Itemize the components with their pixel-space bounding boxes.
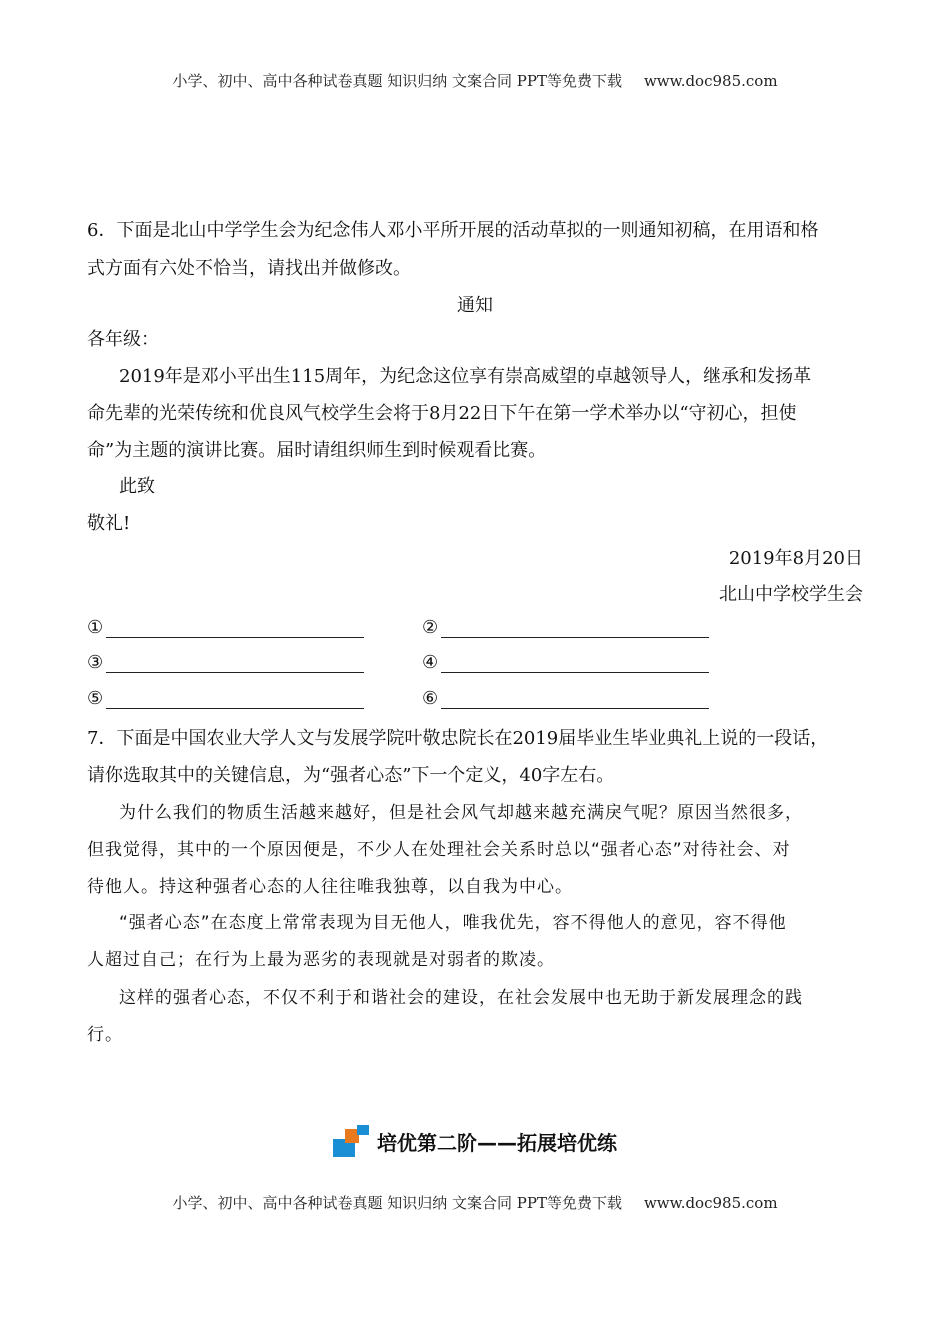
blank-number: ⑤ <box>87 688 104 709</box>
q7-passage-p2-line1: “强者心态”在态度上常常表现为目无他人，唯我优先，容不得他人的意见，容不得他 <box>119 913 787 933</box>
q6-intro-line1: 6．下面是北山中学学生会为纪念伟人邓小平所开展的活动草拟的一则通知初稿，在用语和格 <box>87 220 819 241</box>
q7-passage-p1-line1: 为什么我们的物质生活越来越好，但是社会风气却越来越充满戾气呢？原因当然很多， <box>119 803 803 823</box>
blank-number: ⑥ <box>422 688 439 709</box>
footer-text: 小学、初中、高中各种试卷真题 知识归纳 文案合同 PPT等免费下载 <box>172 1194 622 1212</box>
q7-passage-p2-line2: 人超过自己；在行为上最为恶劣的表现就是对弱者的欺凌。 <box>87 950 555 970</box>
blank-number: ② <box>422 617 439 638</box>
q7-intro-line2: 请你选取其中的关键信息，为“强者心态”下一个定义，40字左右。 <box>87 765 615 786</box>
answer-blank-6[interactable] <box>422 688 709 709</box>
notice-closing1: 此致 <box>119 476 155 497</box>
q7-passage-p1-line2: 但我觉得，其中的一个原因便是，不少人在处理社会关系时总以“强者心态”对待社会、对 <box>87 840 791 860</box>
blocks-logo-icon <box>333 1125 373 1157</box>
page-header <box>0 70 950 91</box>
q6-intro-line2: 式方面有六处不恰当，请找出并做修改。 <box>87 258 411 279</box>
notice-date: 2019年8月20日 <box>728 548 863 569</box>
notice-salutation: 各年级： <box>87 329 159 350</box>
answer-blank-4[interactable] <box>422 652 709 673</box>
blank-number: ① <box>87 617 104 638</box>
q7-passage-p3-line1: 这样的强者心态，不仅不利于和谐社会的建设，在社会发展中也无助于新发展理念的践 <box>119 988 803 1008</box>
answer-blank-5[interactable] <box>87 688 364 709</box>
notice-signature: 北山中学校学生会 <box>719 584 863 605</box>
header-text: 小学、初中、高中各种试卷真题 知识归纳 文案合同 PPT等免费下载 <box>172 72 622 90</box>
answer-blank-1[interactable] <box>87 617 364 638</box>
header-url[interactable]: www.doc985.com <box>643 72 778 90</box>
q7-passage-p1-line3: 待他人。持这种强者心态的人往往唯我独尊，以自我为中心。 <box>87 877 573 897</box>
page-footer <box>0 1192 950 1213</box>
section-heading <box>0 1125 950 1161</box>
blank-number: ③ <box>87 652 104 673</box>
q7-intro-line1: 7．下面是中国农业大学人文与发展学院叶敬忠院长在2019届毕业生毕业典礼上说的一段话， <box>87 728 829 749</box>
notice-title: 通知 <box>457 295 493 316</box>
blank-number: ④ <box>422 652 439 673</box>
answer-blank-3[interactable] <box>87 652 364 673</box>
notice-closing2: 敬礼! <box>87 513 131 534</box>
footer-url[interactable]: www.doc985.com <box>643 1194 778 1212</box>
answer-blank-2[interactable] <box>422 617 709 638</box>
notice-body-line1: 2019年是邓小平出生115周年，为纪念这位享有崇高威望的卓越领导人，继承和发扬革 <box>119 366 812 387</box>
notice-body-line2: 命先辈的光荣传统和优良风气校学生会将于8月22日下午在第一学术举办以“守初心，担使 <box>87 403 797 424</box>
notice-body-line3: 命”为主题的演讲比赛。届时请组织师生到时候观看比赛。 <box>87 440 547 461</box>
section-title: 培优第二阶——拓展培优练 <box>377 1130 617 1155</box>
q7-passage-p3-line2: 行。 <box>87 1025 123 1045</box>
